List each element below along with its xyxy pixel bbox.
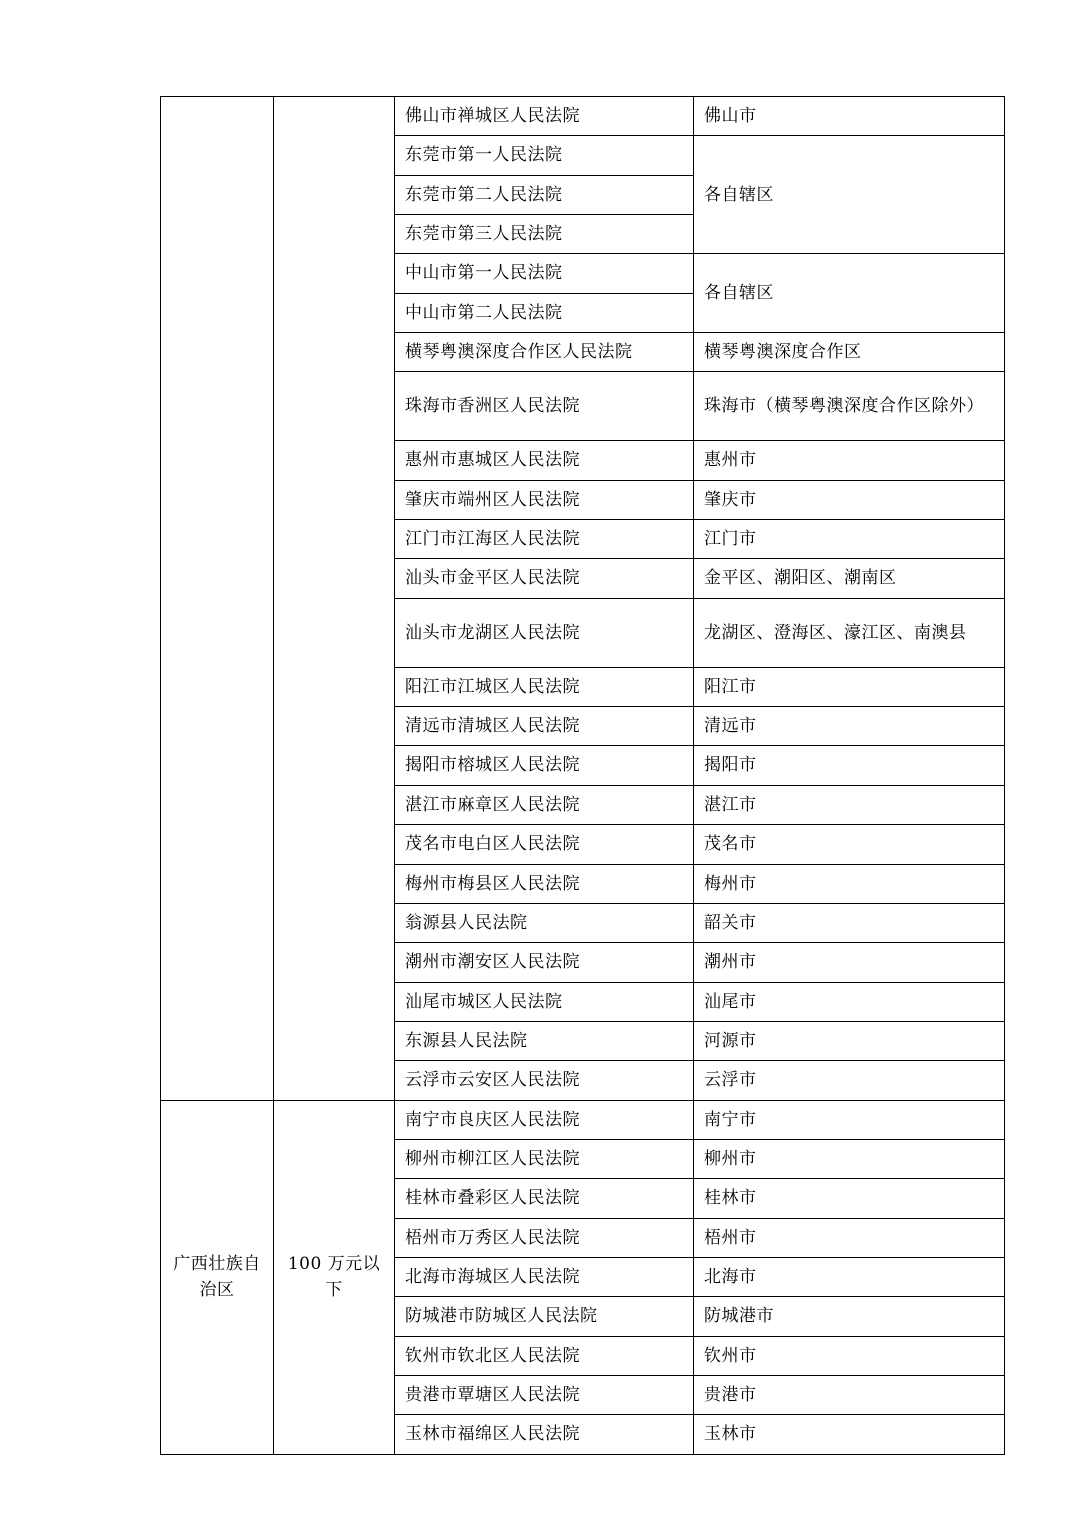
jurisdiction-area: 梧州市 (694, 1218, 1005, 1257)
table-row (161, 97, 1005, 136)
court-name: 茂名市电白区人民法院 (395, 825, 694, 864)
court-name: 阳江市江城区人民法院 (395, 667, 694, 706)
jurisdiction-area: 汕尾市 (694, 982, 1005, 1021)
court-name: 贵港市覃塘区人民法院 (395, 1375, 694, 1414)
jurisdiction-area: 防城港市 (694, 1297, 1005, 1336)
court-name: 潮州市潮安区人民法院 (395, 943, 694, 982)
jurisdiction-area: 肇庆市 (694, 480, 1005, 519)
jurisdiction-area: 茂名市 (694, 825, 1005, 864)
court-name: 清远市清城区人民法院 (395, 707, 694, 746)
jurisdiction-area: 玉林市 (694, 1415, 1005, 1454)
jurisdiction-area: 各自辖区 (694, 254, 1005, 333)
court-name: 江门市江海区人民法院 (395, 520, 694, 559)
jurisdiction-area: 江门市 (694, 520, 1005, 559)
jurisdiction-area: 清远市 (694, 707, 1005, 746)
court-name: 东莞市第三人民法院 (395, 215, 694, 254)
court-name: 钦州市钦北区人民法院 (395, 1336, 694, 1375)
jurisdiction-area: 龙湖区、澄海区、濠江区、南澳县 (694, 598, 1005, 667)
court-name: 肇庆市端州区人民法院 (395, 480, 694, 519)
jurisdiction-area: 北海市 (694, 1257, 1005, 1296)
court-name: 柳州市柳江区人民法院 (395, 1139, 694, 1178)
court-name: 汕头市龙湖区人民法院 (395, 598, 694, 667)
jurisdiction-area: 南宁市 (694, 1100, 1005, 1139)
court-name: 湛江市麻章区人民法院 (395, 785, 694, 824)
court-name: 揭阳市榕城区人民法院 (395, 746, 694, 785)
court-name: 北海市海城区人民法院 (395, 1257, 694, 1296)
region-cell-continued (161, 97, 274, 1101)
court-name: 梅州市梅县区人民法院 (395, 864, 694, 903)
jurisdiction-area: 横琴粤澳深度合作区 (694, 333, 1005, 372)
jurisdiction-area: 柳州市 (694, 1139, 1005, 1178)
court-name: 东源县人民法院 (395, 1021, 694, 1060)
region-cell: 广西壮族自治区 (161, 1100, 274, 1454)
jurisdiction-area: 韶关市 (694, 903, 1005, 942)
court-name: 防城港市防城区人民法院 (395, 1297, 694, 1336)
court-name: 云浮市云安区人民法院 (395, 1061, 694, 1100)
court-name: 中山市第一人民法院 (395, 254, 694, 293)
table-body (161, 97, 1005, 1455)
table-row (161, 1100, 1005, 1139)
jurisdiction-table (160, 96, 1005, 1455)
jurisdiction-area: 钦州市 (694, 1336, 1005, 1375)
jurisdiction-area: 佛山市 (694, 97, 1005, 136)
court-name: 东莞市第一人民法院 (395, 136, 694, 175)
jurisdiction-area: 贵港市 (694, 1375, 1005, 1414)
court-name: 佛山市禅城区人民法院 (395, 97, 694, 136)
jurisdiction-area: 各自辖区 (694, 136, 1005, 254)
jurisdiction-area: 梅州市 (694, 864, 1005, 903)
jurisdiction-area: 金平区、潮阳区、潮南区 (694, 559, 1005, 598)
court-name: 横琴粤澳深度合作区人民法院 (395, 333, 694, 372)
court-name: 玉林市福绵区人民法院 (395, 1415, 694, 1454)
jurisdiction-area: 桂林市 (694, 1179, 1005, 1218)
court-name: 惠州市惠城区人民法院 (395, 441, 694, 480)
amount-cell-continued (274, 97, 395, 1101)
jurisdiction-area: 河源市 (694, 1021, 1005, 1060)
amount-cell: 100 万元以下 (274, 1100, 395, 1454)
jurisdiction-area: 潮州市 (694, 943, 1005, 982)
court-name: 南宁市良庆区人民法院 (395, 1100, 694, 1139)
jurisdiction-area: 珠海市（横琴粤澳深度合作区除外） (694, 372, 1005, 441)
court-name: 汕尾市城区人民法院 (395, 982, 694, 1021)
jurisdiction-area: 阳江市 (694, 667, 1005, 706)
court-name: 汕头市金平区人民法院 (395, 559, 694, 598)
court-name: 中山市第二人民法院 (395, 293, 694, 332)
jurisdiction-area: 惠州市 (694, 441, 1005, 480)
jurisdiction-area: 云浮市 (694, 1061, 1005, 1100)
jurisdiction-area: 揭阳市 (694, 746, 1005, 785)
jurisdiction-area: 湛江市 (694, 785, 1005, 824)
court-name: 梧州市万秀区人民法院 (395, 1218, 694, 1257)
court-name: 东莞市第二人民法院 (395, 175, 694, 214)
court-name: 翁源县人民法院 (395, 903, 694, 942)
court-name: 珠海市香洲区人民法院 (395, 372, 694, 441)
court-name: 桂林市叠彩区人民法院 (395, 1179, 694, 1218)
